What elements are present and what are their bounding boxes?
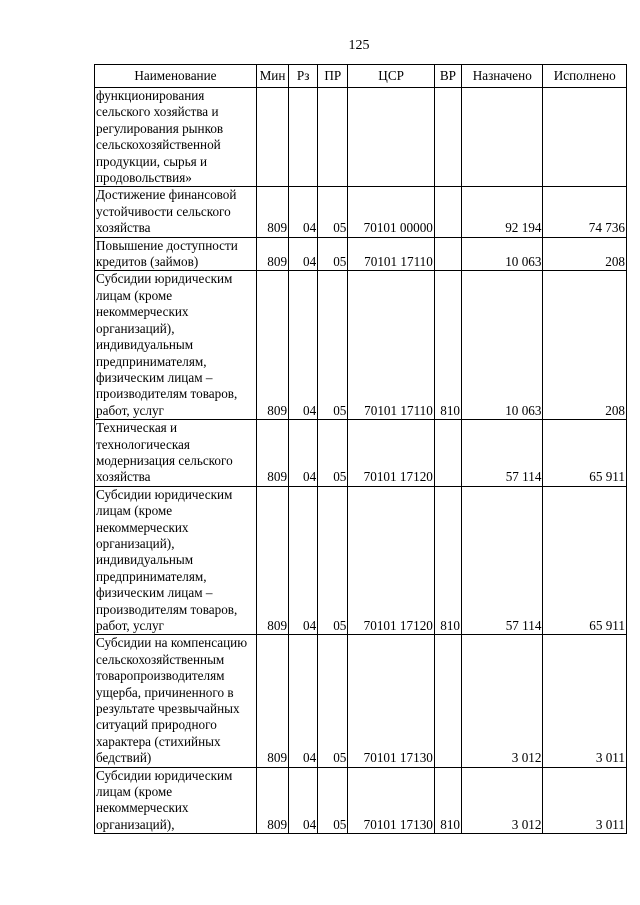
row-rz: 04	[289, 237, 318, 271]
table-row	[95, 486, 627, 635]
table-row	[95, 88, 627, 187]
row-min: 809	[256, 187, 288, 237]
row-executed: 208	[543, 271, 627, 420]
table-row	[95, 237, 627, 271]
row-assigned: 10 063	[462, 271, 543, 420]
row-pr: 05	[318, 271, 348, 420]
row-executed: 3 011	[543, 767, 627, 834]
row-vr: 810	[434, 767, 461, 834]
table-row	[95, 635, 627, 767]
table-row	[95, 187, 627, 237]
row-rz	[289, 88, 318, 187]
row-assigned	[462, 88, 543, 187]
row-pr	[318, 88, 348, 187]
row-csr: 70101 00000	[348, 187, 434, 237]
row-csr: 70101 17120	[348, 420, 434, 487]
row-vr: 810	[434, 486, 461, 635]
row-min: 809	[256, 767, 288, 834]
header-vr: ВР	[434, 65, 461, 88]
row-assigned: 92 194	[462, 187, 543, 237]
row-vr	[434, 187, 461, 237]
row-min	[256, 88, 288, 187]
row-pr: 05	[318, 420, 348, 487]
row-executed: 65 911	[543, 420, 627, 487]
row-rz: 04	[289, 187, 318, 237]
table-row	[95, 420, 627, 487]
budget-table	[94, 64, 627, 834]
page-number: 125	[348, 38, 370, 53]
row-vr: 810	[434, 271, 461, 420]
row-executed	[543, 88, 627, 187]
row-assigned: 57 114	[462, 420, 543, 487]
row-name: Субсидии на компенсацию сельскохозяйственным товаропроизводителям ущерба, причиненного в результате чрезвычайных ситуаций природного характера (стихийных бедствий)	[95, 635, 257, 767]
header-name: Наименование	[95, 65, 257, 88]
row-name: Техническая и технологическая модернизация сельского хозяйства	[95, 420, 257, 487]
row-rz: 04	[289, 767, 318, 834]
row-assigned: 3 012	[462, 635, 543, 767]
row-name: Достижение финансовой устойчивости сельского хозяйства	[95, 187, 257, 237]
row-name: Субсидии юридическим лицам (кроме некоммерческих организаций), индивидуальным предпринимателям, физическим лицам – производителям товаров, работ, услуг	[95, 486, 257, 635]
row-csr: 70101 17130	[348, 635, 434, 767]
row-min: 809	[256, 271, 288, 420]
header-csr: ЦСР	[348, 65, 434, 88]
row-name: Субсидии юридическим лицам (кроме некоммерческих организаций), индивидуальным предпринимателям, физическим лицам – производителям товаров, работ, услуг	[95, 271, 257, 420]
row-min: 809	[256, 237, 288, 271]
row-pr: 05	[318, 187, 348, 237]
row-name: функционирования сельского хозяйства и регулирования рынков сельскохозяйственной продукции, сырья и продовольствия»	[95, 88, 257, 187]
row-vr	[434, 635, 461, 767]
row-vr	[434, 88, 461, 187]
row-csr: 70101 17120	[348, 486, 434, 635]
row-csr: 70101 17110	[348, 271, 434, 420]
row-pr: 05	[318, 635, 348, 767]
header-min: Мин	[256, 65, 288, 88]
row-name: Повышение доступности кредитов (займов)	[95, 237, 257, 271]
row-pr: 05	[318, 767, 348, 834]
row-executed: 74 736	[543, 187, 627, 237]
row-assigned: 57 114	[462, 486, 543, 635]
header-pr: ПР	[318, 65, 348, 88]
row-executed: 208	[543, 237, 627, 271]
row-pr: 05	[318, 237, 348, 271]
table-header-row	[95, 65, 627, 88]
row-min: 809	[256, 635, 288, 767]
row-executed: 65 911	[543, 486, 627, 635]
row-executed: 3 011	[543, 635, 627, 767]
row-name: Субсидии юридическим лицам (кроме некоммерческих организаций),	[95, 767, 257, 834]
row-vr	[434, 420, 461, 487]
table-row	[95, 271, 627, 420]
row-rz: 04	[289, 420, 318, 487]
header-rz: Рз	[289, 65, 318, 88]
row-min: 809	[256, 486, 288, 635]
row-min: 809	[256, 420, 288, 487]
header-executed: Исполнено	[543, 65, 627, 88]
row-rz: 04	[289, 271, 318, 420]
row-rz: 04	[289, 635, 318, 767]
row-csr: 70101 17110	[348, 237, 434, 271]
row-pr: 05	[318, 486, 348, 635]
row-rz: 04	[289, 486, 318, 635]
header-assigned: Назначено	[462, 65, 543, 88]
row-vr	[434, 237, 461, 271]
row-csr	[348, 88, 434, 187]
row-csr: 70101 17130	[348, 767, 434, 834]
row-assigned: 10 063	[462, 237, 543, 271]
row-assigned: 3 012	[462, 767, 543, 834]
table-row	[95, 767, 627, 834]
